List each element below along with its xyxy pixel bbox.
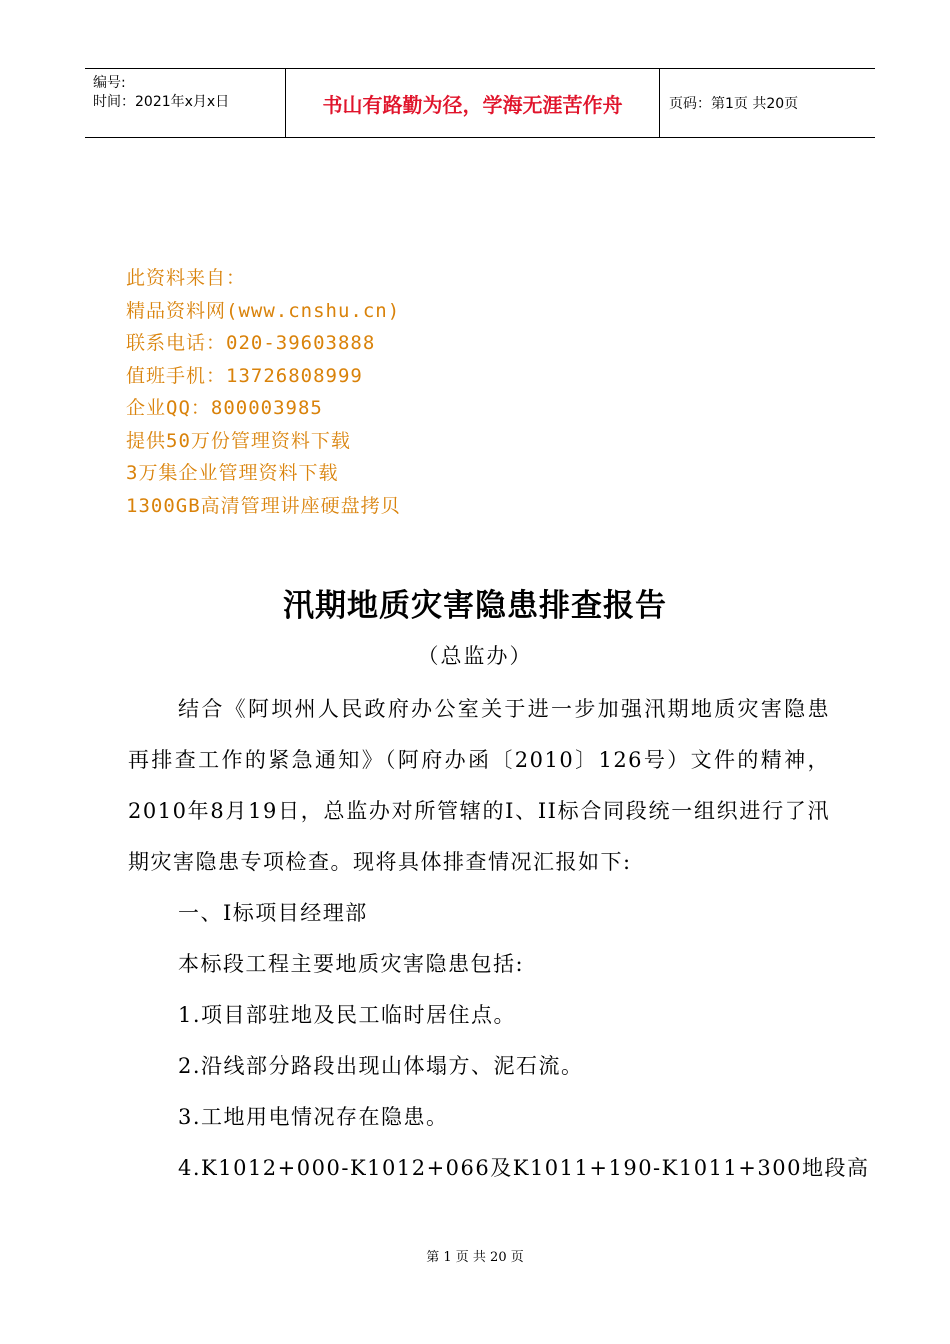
document-subtitle: （总监办） bbox=[417, 644, 533, 668]
header-page-info: 页码：第1页 共20页 bbox=[669, 96, 799, 112]
document-title: 汛期地质灾害隐患排查报告 bbox=[283, 588, 667, 624]
promo-block bbox=[126, 262, 401, 522]
promo-line: 提供50万份管理资料下载 bbox=[126, 429, 351, 452]
promo-line: 此资料来自： bbox=[126, 267, 247, 289]
section-intro: 本标段工程主要地质灾害隐患包括: bbox=[178, 952, 525, 976]
list-item: 2.沿线部分路段出现山体塌方、泥石流。 bbox=[178, 1054, 584, 1078]
page-footer: 第 1 页 共 20 页 bbox=[426, 1250, 524, 1265]
page-header bbox=[85, 68, 875, 138]
header-divider bbox=[659, 69, 660, 137]
number-label: 编号: bbox=[93, 75, 126, 91]
document-body bbox=[128, 684, 870, 1194]
intro-paragraph: 结合《阿坝州人民政府办公室关于进一步加强汛期地质灾害隐患再排查工作的紧急通知》（阿府办函〔2010〕126号）文件的精神，2010年8月19日，总监办对所管辖的I、II标合同段统一组织进行了汛期灾害隐患专项检查。现将具体排查情况汇报如下: bbox=[128, 697, 830, 874]
list-item: 3.工地用电情况存在隐患。 bbox=[178, 1105, 449, 1129]
promo-line: 值班手机：13726808999 bbox=[126, 364, 363, 387]
header-motto: 书山有路勤为径，学海无涯苦作舟 bbox=[322, 92, 623, 117]
promo-line: 联系电话：020-39603888 bbox=[126, 332, 376, 354]
time-label: 时间：2021年x月x日 bbox=[93, 94, 230, 110]
promo-line: 企业QQ：800003985 bbox=[126, 397, 323, 419]
section-heading: 一、I标项目经理部 bbox=[178, 901, 368, 925]
promo-line: 3万集企业管理资料下载 bbox=[126, 462, 339, 484]
list-item: 4.K1012+000-K1012+066及K1011+190-K1011+300地段高 bbox=[178, 1156, 870, 1180]
list-item: 1.项目部驻地及民工临时居住点。 bbox=[178, 1003, 517, 1027]
header-meta bbox=[85, 69, 285, 137]
promo-line: 精品资料网(www.cnshu.cn) bbox=[126, 299, 401, 322]
promo-line: 1300GB高清管理讲座硬盘拷贝 bbox=[126, 494, 401, 517]
